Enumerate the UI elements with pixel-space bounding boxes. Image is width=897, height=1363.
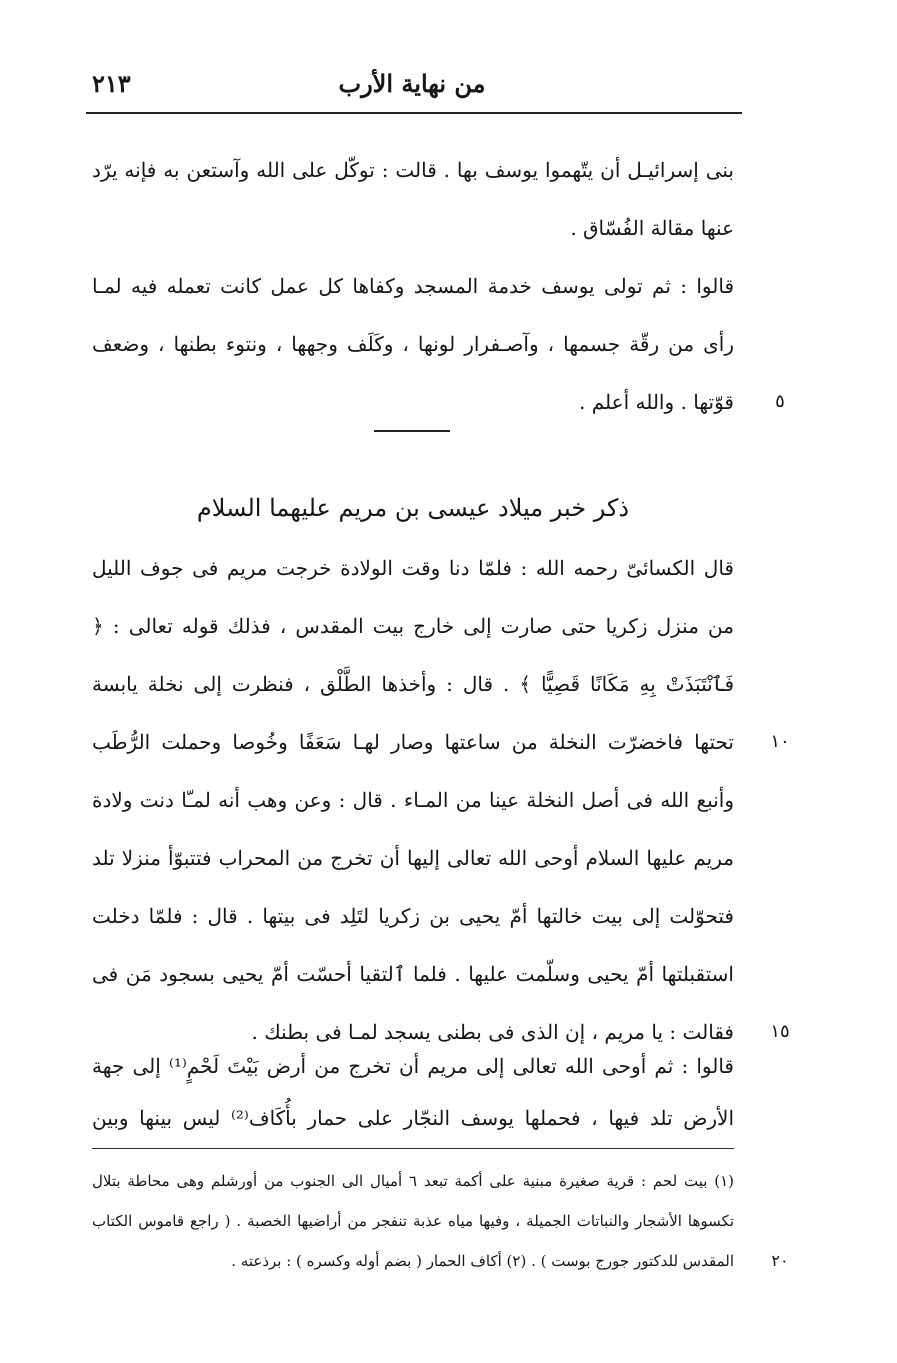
text-line: قالوا : ثم تولى يوسف خدمة المسجد وكفاها كل عمل كانت تعمله فيه لمـا [92,274,734,298]
text-line: فَٱنْتَبَذَتْ بِهِ مَكَانًا قَصِيًّا ﴾ . قال : وأخذها الطَّلْق ، فنظرت إلى نخلة يابسة [92,672,734,696]
footnote-rule [92,1148,734,1149]
footnote-line: المقدس للدكتور جورج بوست ) . (٢) أكاف الحمار ( بضم أوله وكسره ) : برذعته . [231,1252,734,1270]
section-divider [374,430,450,432]
footnote-line: تكسوها الأشجار والنباتات الجميلة ، وفيها مياه عذبة تنفجر من أراضيها الخصبة . ( راجع قاموس الكتاب [92,1212,734,1230]
running-header [84,66,740,110]
text-line: تحتها فاخضرّت النخلة من ساعتها وصار لهـا سَعَفًا وخُوصا وحملت الرُّطَب [92,730,734,754]
text-line: وأنبع الله فى أصل النخلة عينا من المـاء . قال : وعن وهب أنه لمـّا دنت ولادة [92,788,734,812]
text-line: من منزل زكريا حتى صارت إلى خارج بيت المقدس ، فذلك قوله تعالى : ﴿ [92,614,734,638]
text-line: رأى من رقّة جسمها ، وآصـفرار لونها ، وكَلَف وجهها ، ونتوء بطنها ، وضعف [92,332,734,356]
footnote-line: (١) بيت لحم : قرية صغيرة مبنية على أكمة تبعد ٦ أميال الى الجنوب من أورشلم وهى محاطة بتلال [92,1172,734,1190]
line-number: ١٥ [770,1021,790,1042]
line-number: ١٠ [770,731,790,752]
line-number: ٢٠ [771,1251,789,1270]
text-line: قالوا : ثم أوحى الله تعالى إلى مريم أن تخرج من أرض بَيْتَ لَحْمٍ⁽¹⁾ إلى جهة [92,1054,734,1078]
page-number: ٢١٣ [92,69,131,98]
text-line: فقالت : يا مريم ، إن الذى فى بطنى يسجد لمـا فى بطنك . [251,1020,734,1044]
text-line: قال الكسائىّ رحمه الله : فلمّا دنا وقت الولادة خرجت مريم فى جوف الليل [92,556,734,580]
text-line: استقبلتها أمّ يحيى وسلّمت عليها . فلما ٱلتقيا أحسّت أمّ يحيى بسجود مَن فى [92,962,734,986]
header-rule [86,112,742,114]
text-line: بنى إسرائيـل أن يتّهموا يوسف بها . قالت : توكّل على الله وآستعن به فإنه يرّد [92,158,734,182]
text-line: قوّتها . والله أعلم . [579,390,734,414]
text-line: فتحوّلت إلى بيت خالتها أمّ يحيى بن زكريا لتَلِد فى بيتها . قال : فلمّا دخلت [92,904,734,928]
text-line: عنها مقالة الفُسّاق . [570,216,734,240]
text-line: الأرض تلد فيها ، فحملها يوسف النجّار على حمار بأُكَاف⁽²⁾ ليس بينها وبين [92,1106,734,1130]
line-number: ٥ [775,391,785,412]
section-heading: ذكر خبر ميلاد عيسى بن مريم عليهما السلام [196,494,630,522]
text-line: مريم عليها السلام أوحى الله تعالى إليها أن تخرج من المحراب فتتبوّأ منزلا تلد [92,846,734,870]
running-header-title: من نهاية الأرب [338,69,486,98]
